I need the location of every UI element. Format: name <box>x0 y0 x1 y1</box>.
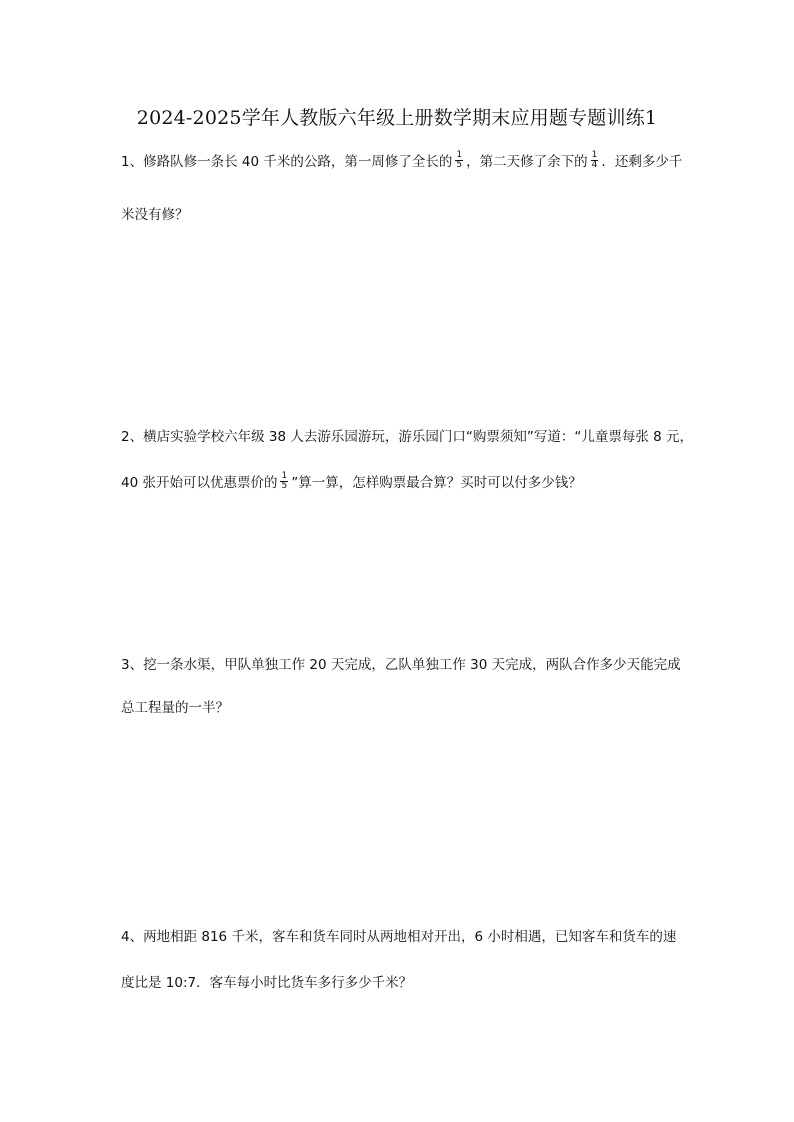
question-3-line-2 <box>121 696 229 716</box>
page-title: 2024-2025学年人教版六年级上册数学期末应用题专题训练1 <box>136 107 658 129</box>
question-4-line-2 <box>121 971 412 991</box>
question-4-line-1 <box>121 925 676 945</box>
question-2-text-a: 2、横店实验学校六年级 38 人去游乐园游玩，游乐园门口“购票须知”写道：“儿童票每张 8 元， <box>121 429 694 445</box>
question-1-text-b: ，第二天修了余下的 <box>466 154 588 170</box>
question-4-text-a: 4、两地相距 816 千米，客车和货车同时从两地相对开出，6 小时相遇，已知客车和货车的速 <box>121 929 677 945</box>
question-1-line-2 <box>121 203 189 223</box>
question-3-line-1 <box>121 653 681 673</box>
question-1-text-d: 米没有修？ <box>121 207 189 223</box>
fraction-denominator: 4 <box>591 159 598 170</box>
question-3-text-a: 3、挖一条水渠，甲队单独工作 20 天完成，乙队单独工作 30 天完成，两队合作多少天能完成 <box>121 657 681 673</box>
fraction-numerator: 1 <box>281 470 288 481</box>
fraction-denominator: 5 <box>456 159 463 170</box>
question-1-text-a: 1、修路队修一条长 40 千米的公路，第一周修了全长的 <box>121 154 453 170</box>
question-4-text-b: 度比是 10:7．客车每小时比货车多行多少千米？ <box>121 975 413 991</box>
question-2-text-b: 40 张开始可以优惠票价的 <box>121 475 278 491</box>
fraction-numerator: 1 <box>591 149 598 160</box>
question-2-line-2 <box>121 471 582 493</box>
question-1-line-1 <box>121 150 682 172</box>
fraction-one-quarter <box>591 151 599 170</box>
question-2-text-c: ”算一算，怎样购票最合算？买时可以付多少钱？ <box>291 475 582 491</box>
fraction-denominator: 5 <box>281 480 288 491</box>
question-2-line-1 <box>121 425 693 445</box>
question-3-text-b: 总工程量的一半？ <box>121 700 229 716</box>
question-1-text-c: ．还剩多少千 <box>601 154 683 170</box>
fraction-numerator: 1 <box>456 149 463 160</box>
fraction-one-fifth <box>455 151 463 170</box>
fraction-one-fifth <box>280 472 288 491</box>
